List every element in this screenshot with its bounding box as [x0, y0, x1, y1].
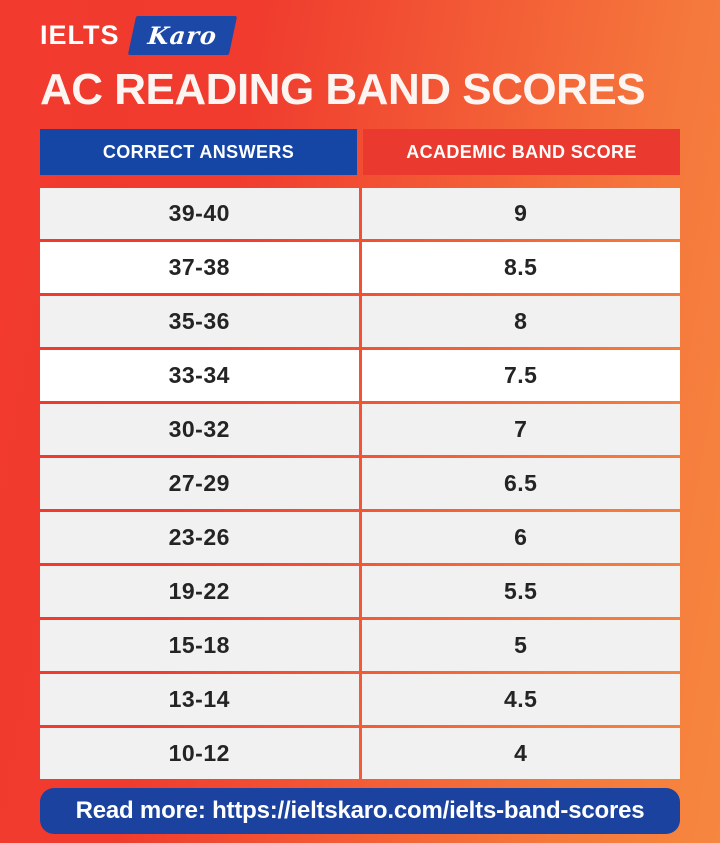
brand-karo-text: Karo [145, 20, 219, 50]
page-title: AC READING BAND SCORES [40, 65, 646, 114]
cell-band-score: 4 [362, 728, 681, 779]
brand-karo-badge [127, 16, 236, 55]
table-row [40, 728, 680, 779]
cell-band-score: 7 [362, 404, 681, 455]
table-row [40, 296, 680, 347]
table-row [40, 458, 680, 509]
table-row [40, 566, 680, 617]
cell-band-score: 4.5 [362, 674, 681, 725]
header-academic-band-score: ACADEMIC BAND SCORE [363, 129, 680, 175]
header-correct-answers: CORRECT ANSWERS [40, 129, 357, 175]
cell-correct-answers: 35-36 [40, 296, 359, 347]
brand-ielts-text: IELTS [40, 19, 120, 50]
cell-correct-answers: 27-29 [40, 458, 359, 509]
table-header [40, 129, 680, 175]
cell-band-score: 7.5 [362, 350, 681, 401]
cell-correct-answers: 19-22 [40, 566, 359, 617]
table-row [40, 404, 680, 455]
cell-correct-answers: 39-40 [40, 188, 359, 239]
cell-band-score: 8.5 [362, 242, 681, 293]
read-more-badge[interactable] [40, 788, 680, 834]
cell-correct-answers: 10-12 [40, 728, 359, 779]
read-more-link-text[interactable]: Read more: https://ieltskaro.com/ielts-band-scores [75, 797, 645, 824]
cell-correct-answers: 37-38 [40, 242, 359, 293]
table-row [40, 674, 680, 725]
cell-band-score: 9 [362, 188, 681, 239]
table-row [40, 350, 680, 401]
cell-correct-answers: 23-26 [40, 512, 359, 563]
cell-band-score: 5 [362, 620, 681, 671]
cell-correct-answers: 30-32 [40, 404, 359, 455]
cell-correct-answers: 15-18 [40, 620, 359, 671]
table-rows [40, 188, 680, 779]
cell-band-score: 6 [362, 512, 681, 563]
cell-correct-answers: 13-14 [40, 674, 359, 725]
table-row [40, 188, 680, 239]
brand-logo [40, 14, 680, 56]
table-row [40, 620, 680, 671]
cell-band-score: 5.5 [362, 566, 681, 617]
cell-band-score: 6.5 [362, 458, 681, 509]
cell-correct-answers: 33-34 [40, 350, 359, 401]
cell-band-score: 8 [362, 296, 681, 347]
table-row [40, 512, 680, 563]
table-row [40, 242, 680, 293]
